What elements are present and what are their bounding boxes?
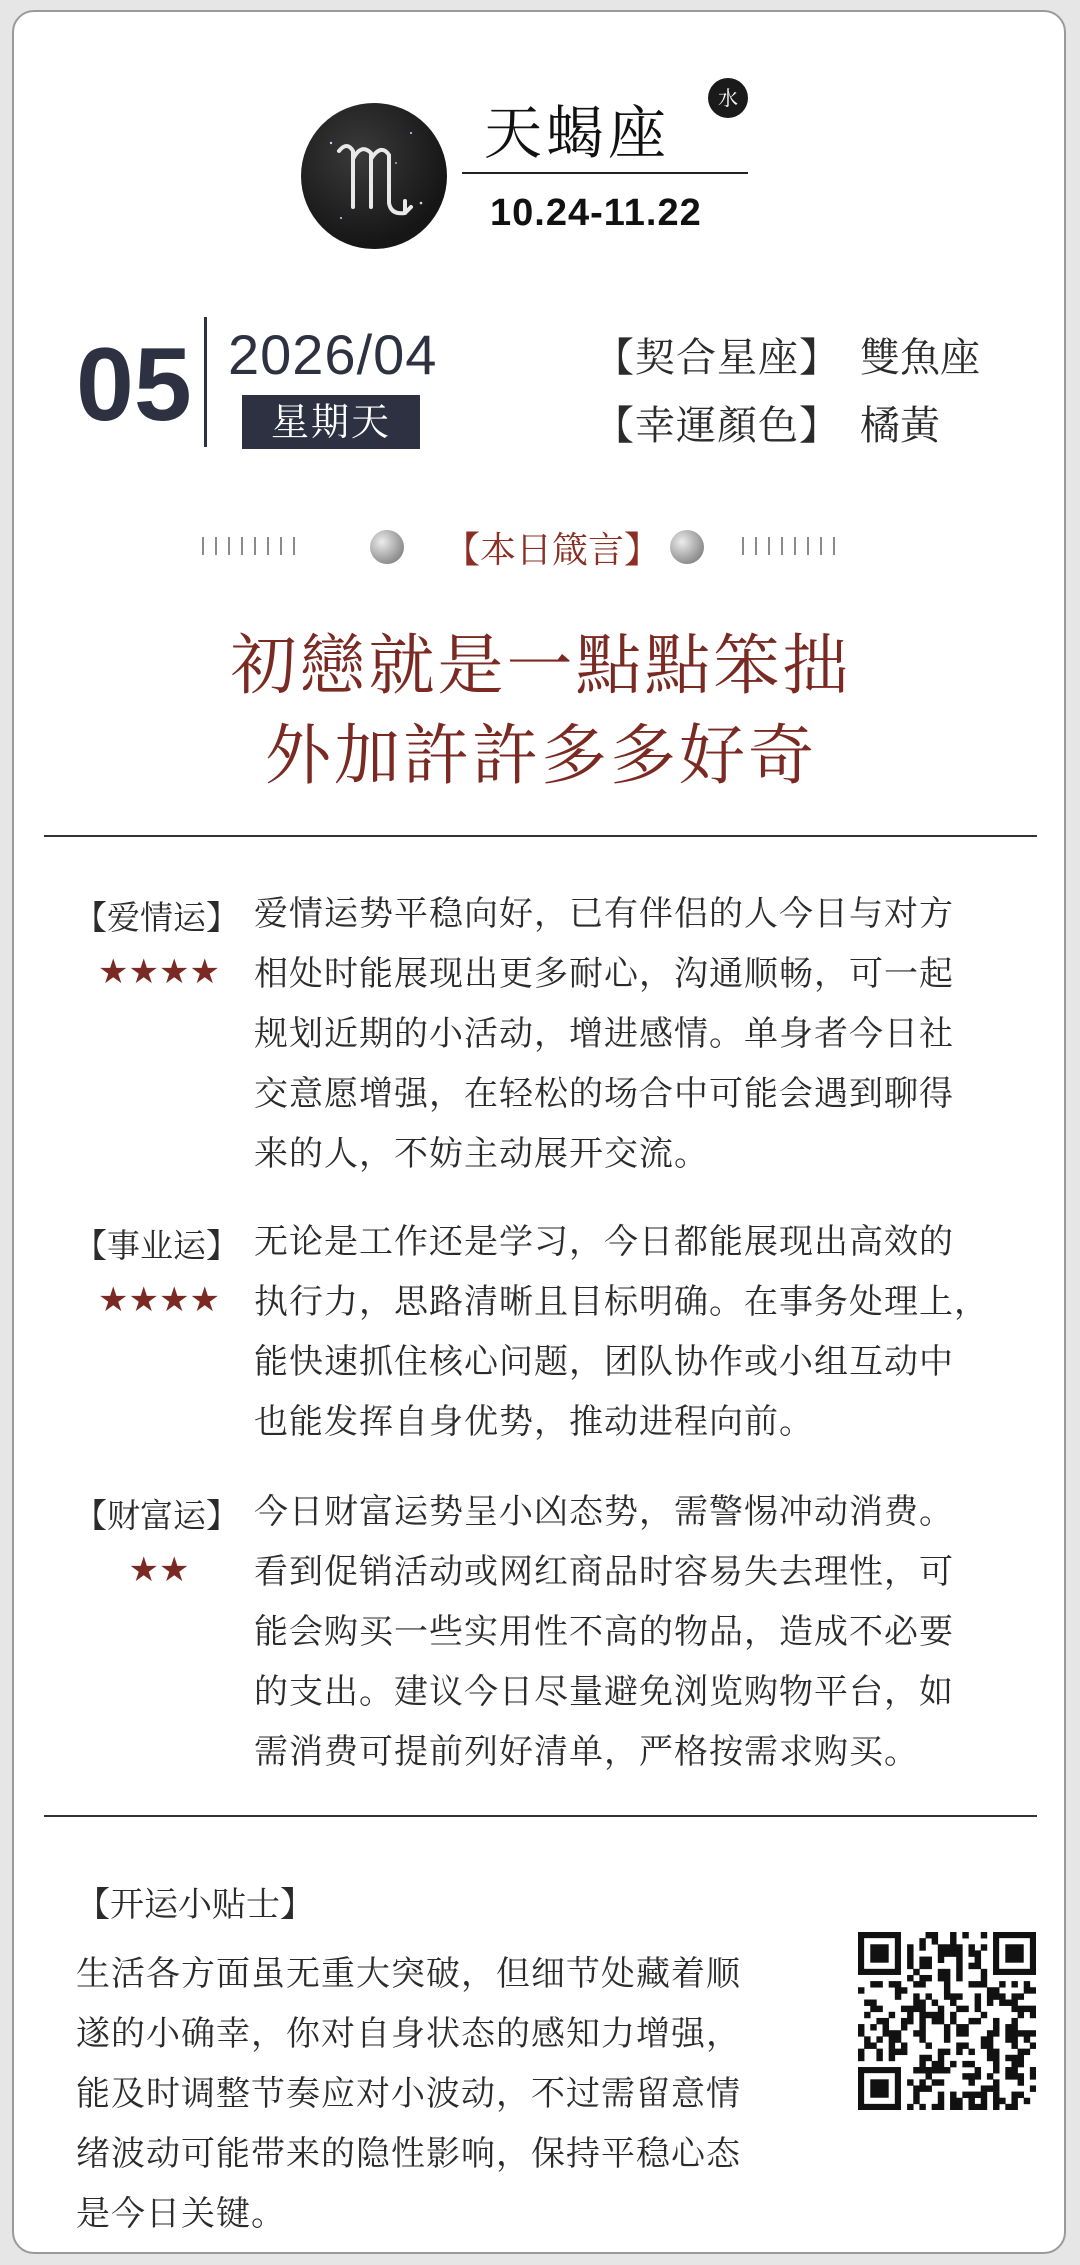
scorpio-glyph-icon <box>301 103 447 249</box>
text-line: 需消费可提前列好清单，严格按需求购买。 <box>254 1732 919 1772</box>
star-rating: ★★ <box>128 1550 190 1590</box>
fortune-label: 【事业运】 <box>74 1226 239 1265</box>
lucky-color-row <box>594 394 940 451</box>
tick-decoration-right <box>742 537 835 555</box>
day-number: 05 <box>76 327 192 443</box>
horoscope-card <box>12 10 1066 2254</box>
compatible-sign-value: 雙魚座 <box>860 335 980 381</box>
fortune-label: 【爱情运】 <box>74 898 239 937</box>
divider <box>204 317 207 447</box>
text-line: 也能发挥自身优势，推动进程向前。 <box>254 1402 814 1442</box>
element-badge: 水 <box>708 78 748 118</box>
text-line: 执行力，思路清晰且目标明确。在事务处理上， <box>254 1282 989 1322</box>
lucky-color-label: 【幸運顏色】 <box>594 403 840 449</box>
year-month: 2026/04 <box>228 323 438 386</box>
fortune-text <box>254 1482 1054 1782</box>
star-rating: ★★★★ <box>98 1280 220 1320</box>
tick-decoration-left <box>202 537 295 555</box>
fortune-label: 【财富运】 <box>74 1496 239 1535</box>
text-line: 绪波动可能带来的隐性影响，保持平稳心态 <box>76 2134 741 2174</box>
quote-label: 【本日箴言】 <box>443 530 660 571</box>
text-line: 来的人，不妨主动展开交流。 <box>254 1134 709 1174</box>
section-divider <box>44 835 1037 837</box>
fortune-text <box>254 1212 1054 1452</box>
lucky-color-value: 橘黃 <box>860 403 940 449</box>
text-line: 遂的小确幸，你对自身状态的感知力增强， <box>76 2014 741 2054</box>
text-line: 看到促销活动或网红商品时容易失去理性，可 <box>254 1552 954 1592</box>
text-line: 的支出。建议今日尽量避免浏览购物平台，如 <box>254 1672 954 1712</box>
tips-title: 【开运小贴士】 <box>76 1885 314 1925</box>
text-line: 爱情运势平稳向好，已有伴侣的人今日与对方 <box>254 894 954 934</box>
text-line: 无论是工作还是学习，今日都能展现出高效的 <box>254 1222 954 1262</box>
sign-dates: 10.24-11.22 <box>490 192 702 234</box>
text-line: 生活各方面虽无重大突破，但细节处藏着顺 <box>76 1954 741 1994</box>
tips-text <box>76 1944 836 2244</box>
text-line: 能快速抓住核心问题，团队协作或小组互动中 <box>254 1342 954 1382</box>
text-line: 能会购买一些实用性不高的物品，造成不必要 <box>254 1612 954 1652</box>
text-line: 规划近期的小活动，增进感情。单身者今日社 <box>254 1014 954 1054</box>
text-line: 今日财富运势呈小凶态势，需警惕冲动消费。 <box>254 1492 954 1532</box>
text-line: 相处时能展现出更多耐心，沟通顺畅，可一起 <box>254 954 954 994</box>
moon-icon <box>370 530 404 564</box>
moon-icon <box>670 530 704 564</box>
quote-line: 初戀就是一點點笨拙 <box>230 627 852 704</box>
text-line: 是今日关键。 <box>76 2194 286 2234</box>
fortune-text <box>254 884 1054 1184</box>
compatible-sign-label: 【契合星座】 <box>594 335 840 381</box>
star-rating: ★★★★ <box>98 952 220 992</box>
divider <box>462 172 748 174</box>
sign-name: 天蝎座 <box>484 99 671 167</box>
section-divider <box>44 1815 1037 1817</box>
text-line: 交意愿增强，在轻松的场合中可能会遇到聊得 <box>254 1074 954 1114</box>
quote-line: 外加許許多多好奇 <box>265 717 817 794</box>
weekday-badge: 星期天 <box>242 395 420 449</box>
compatible-sign-row <box>594 326 980 383</box>
text-line: 能及时调整节奏应对小波动，不过需留意情 <box>76 2074 741 2114</box>
qr-code-icon[interactable] <box>858 1932 1036 2110</box>
